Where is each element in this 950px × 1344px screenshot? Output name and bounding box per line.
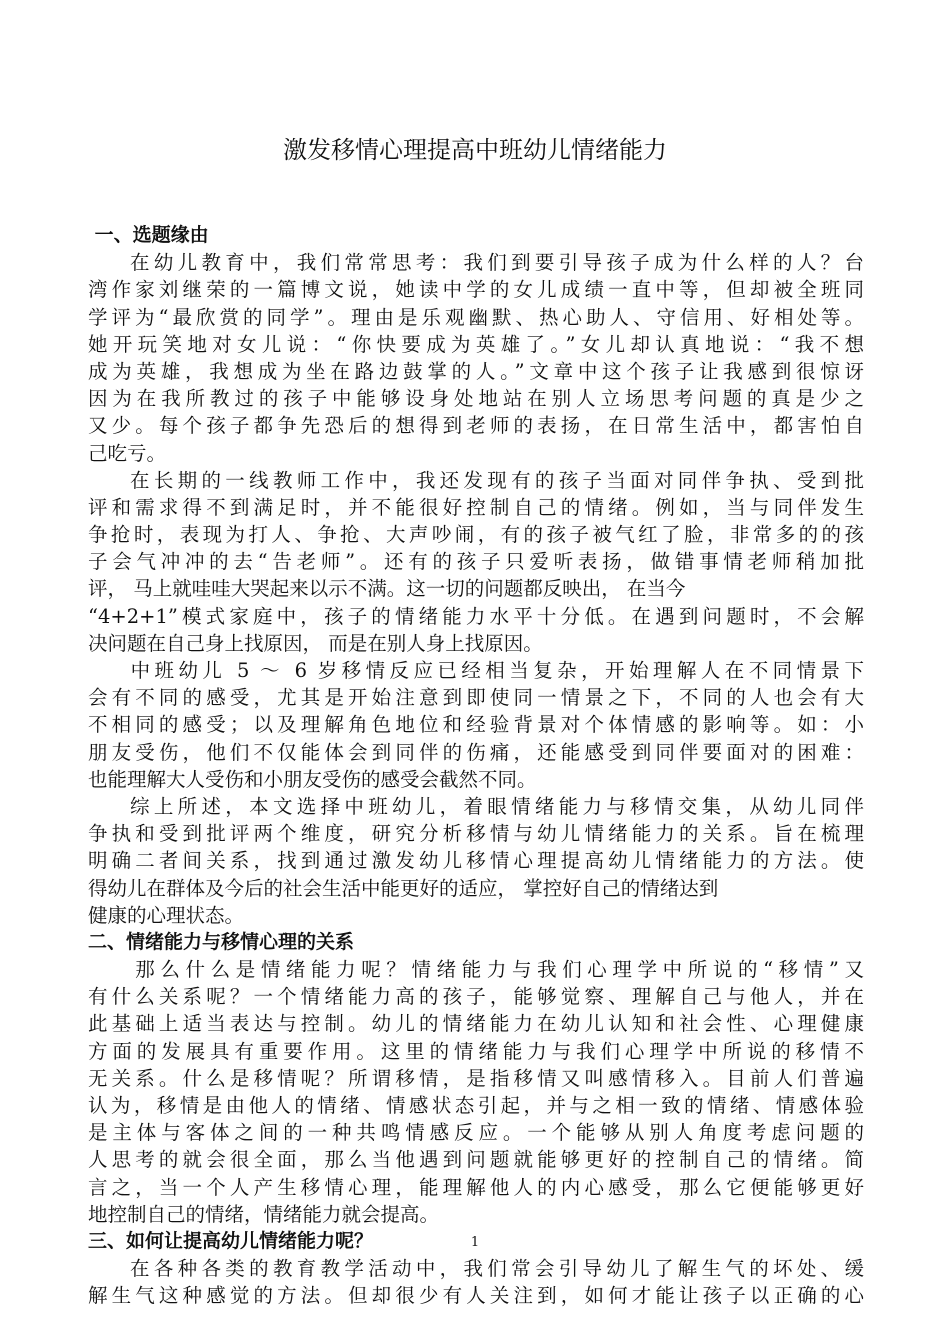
body-line-end: 决问题在自己身上找原因， 而是在别人身上找原因。 — [88, 631, 543, 655]
body-line: 此基础上适当表达与控制。幼儿的情绪能力在幼儿认知和社会性、心理健康 — [88, 1012, 864, 1036]
body-line: 言之，当一个人产生移情心理，能理解他人的内心感受，那么它便能够更好 — [88, 1175, 864, 1199]
page-number: 1 — [470, 1235, 480, 1250]
body-line-end: 地控制自己的情绪，情绪能力就会提高。 — [88, 1202, 440, 1226]
body-line: 那么什么是情绪能力呢？情绪能力与我们心理学中所说的“移情”又 — [88, 958, 864, 982]
document-body — [88, 222, 864, 1310]
body-line-end: 评， 马上就哇哇大哭起来以示不满。这一切的问题都反映出， 在当今 — [88, 577, 686, 601]
body-line-end: 健康的心理状态。 — [88, 903, 245, 927]
body-line-end: 己吃亏。 — [88, 441, 167, 465]
body-line: 明确二者间关系，找到通过激发幼儿移情心理提高幼儿情绪能力的方法。使 — [88, 849, 864, 873]
section-heading: 二、情绪能力与移情心理的关系 — [88, 930, 355, 953]
section-heading: 一、选题缘由 — [88, 224, 209, 246]
body-line: 综上所述，本文选择中班幼儿，着眼情绪能力与移情交集，从幼儿同伴 — [88, 794, 864, 818]
body-line: 不相同的感受；以及理解角色地位和经验背景对个体情感的影响等。如：小 — [88, 713, 864, 737]
body-line: 在幼儿教育中，我们常常思考：我们到要引导孩子成为什么样的人？台 — [88, 251, 864, 275]
body-line: 会有不同的感受，尤其是开始注意到即使同一情景之下，不同的人也会有大 — [88, 686, 864, 710]
body-line: 子会气冲冲的去“告老师”。还有的孩子只爱听表扬，做错事情老师稍加批 — [88, 550, 864, 574]
body-line: 争抢时，表现为打人、争抢、大声吵闹，有的孩子被气红了脸，非常多的的孩 — [88, 523, 864, 547]
body-line: 湾作家刘继荣的一篇博文说，她读中学的女儿成绩一直中等，但却被全班同 — [88, 278, 864, 302]
body-line: 争执和受到批评两个维度，研究分析移情与幼儿情绪能力的关系。旨在梳理 — [88, 822, 864, 846]
body-line: 朋友受伤，他们不仅能体会到同伴的伤痛，还能感受到同伴要面对的困难： — [88, 740, 864, 764]
body-line: 中班幼儿 5 ～ 6 岁移情反应已经相当复杂，开始理解人在不同情景下 — [88, 659, 864, 682]
body-line-end: 得幼儿在群体及今后的社会生活中能更好的适应， 掌控好自己的情绪达到 — [88, 876, 719, 900]
section-heading: 三、如何让提高幼儿情绪能力呢？ — [88, 1229, 374, 1252]
body-line-end: 也能理解大人受伤和小朋友受伤的感受会截然不同。 — [88, 767, 537, 791]
body-line: 认为，移情是由他人的情绪、情感状态引起，并与之相一致的情绪、情感体验 — [88, 1094, 864, 1117]
body-line: 又少。每个孩子都争先恐后的想得到老师的表扬，在日常生活中，都害怕自 — [88, 414, 864, 438]
body-line: “4+2+1”模式家庭中，孩子的情绪能力水平十分低。在遇到问题时，不会解 — [88, 604, 864, 628]
body-line: 方面的发展具有重要作用。这里的情绪能力与我们心理学中所说的移情不 — [88, 1039, 864, 1063]
body-line: 因为在我所教过的孩子中能够设身处地站在别人立场思考问题的真是少之 — [88, 387, 864, 411]
document-title: 激发移情心理提高中班幼儿情绪能力 — [283, 136, 667, 164]
body-line: 解生气这种感觉的方法。但却很少有人关注到，如何才能让孩子以正确的心 — [88, 1284, 864, 1308]
body-line: 在长期的一线教师工作中，我还发现有的孩子当面对同伴争执、受到批 — [88, 468, 864, 492]
body-line: 是主体与客体之间的一种共鸣情感反应。一个能够从别人角度考虑问题的 — [88, 1121, 864, 1145]
body-line: 学评为“最欣赏的同学”。理由是乐观幽默、热心助人、守信用、好相处等。 — [88, 305, 864, 329]
body-line: 人思考的就会很全面，那么当他遇到问题就能够更好的控制自己的情绪。简 — [88, 1148, 864, 1172]
body-line: 评和需求得不到满足时，并不能很好控制自己的情绪。例如，当与同伴发生 — [88, 495, 864, 519]
body-line: 成为英雄，我想成为坐在路边鼓掌的人。”文章中这个孩子让我感到很惊讶 — [88, 359, 864, 383]
body-line: 在各种各类的教育教学活动中，我们常会引导幼儿了解生气的坏处、缓 — [88, 1257, 864, 1281]
body-line: 无关系。什么是移情呢？所谓移情，是指移情又叫感情移入。目前人们普遍 — [88, 1066, 864, 1090]
body-line: 有什么关系呢？一个情绪能力高的孩子，能够觉察、理解自己与他人，并在 — [88, 985, 864, 1009]
body-line: 她开玩笑地对女儿说：“你快要成为英雄了。”女儿却认真地说：“我不想 — [88, 332, 864, 356]
